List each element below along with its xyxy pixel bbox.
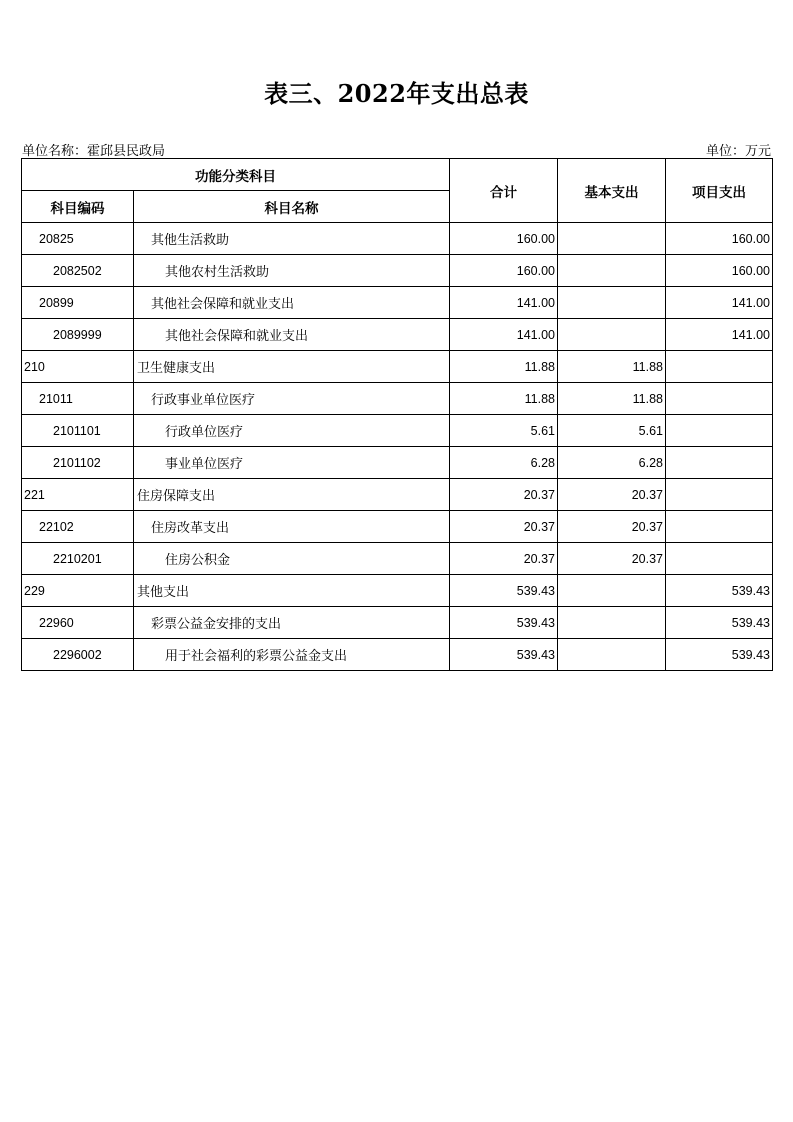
cell-code: 2101101: [22, 415, 134, 447]
cell-name: 事业单位医疗: [134, 447, 450, 479]
cell-total: 160.00: [450, 223, 558, 255]
cell-basic: [558, 319, 666, 351]
table-row: [22, 351, 773, 383]
cell-basic: 20.37: [558, 479, 666, 511]
cell-name: 住房公积金: [134, 543, 450, 575]
cell-total: 11.88: [450, 351, 558, 383]
cell-basic: 11.88: [558, 351, 666, 383]
cell-basic: 20.37: [558, 543, 666, 575]
header-basic: 基本支出: [558, 159, 666, 223]
cell-project: [666, 383, 773, 415]
cell-total: 141.00: [450, 319, 558, 351]
cell-code: 2089999: [22, 319, 134, 351]
cell-name: 彩票公益金安排的支出: [134, 607, 450, 639]
cell-code: 229: [22, 575, 134, 607]
table-body: [22, 223, 773, 671]
cell-name: 行政单位医疗: [134, 415, 450, 447]
cell-code: 22102: [22, 511, 134, 543]
cell-project: [666, 415, 773, 447]
table-row: [22, 479, 773, 511]
expenditure-table: [21, 158, 773, 671]
header-total: 合计: [450, 159, 558, 223]
cell-code: 210: [22, 351, 134, 383]
cell-total: 20.37: [450, 479, 558, 511]
cell-code: 20825: [22, 223, 134, 255]
cell-total: 20.37: [450, 543, 558, 575]
header-code: 科目编码: [22, 191, 134, 223]
table-row: [22, 255, 773, 287]
cell-basic: 11.88: [558, 383, 666, 415]
cell-code: 2101102: [22, 447, 134, 479]
cell-total: 539.43: [450, 639, 558, 671]
cell-total: 539.43: [450, 607, 558, 639]
unit-label: 单位：万元: [705, 144, 771, 159]
cell-name: 其他社会保障和就业支出: [134, 319, 450, 351]
cell-basic: 20.37: [558, 511, 666, 543]
cell-total: 11.88: [450, 383, 558, 415]
cell-code: 2296002: [22, 639, 134, 671]
unit-name: 单位名称：霍邱县民政局: [22, 144, 166, 159]
cell-project: 141.00: [666, 319, 773, 351]
cell-project: [666, 447, 773, 479]
table-row: [22, 319, 773, 351]
cell-name: 其他生活救助: [134, 223, 450, 255]
cell-total: 160.00: [450, 255, 558, 287]
header-project: 项目支出: [666, 159, 773, 223]
cell-code: 221: [22, 479, 134, 511]
cell-project: 160.00: [666, 223, 773, 255]
cell-project: 539.43: [666, 607, 773, 639]
table-row: [22, 607, 773, 639]
table-row: [22, 287, 773, 319]
cell-name: 卫生健康支出: [134, 351, 450, 383]
cell-project: [666, 479, 773, 511]
cell-total: 5.61: [450, 415, 558, 447]
cell-project: 539.43: [666, 639, 773, 671]
cell-project: 160.00: [666, 255, 773, 287]
cell-project: 141.00: [666, 287, 773, 319]
cell-basic: [558, 639, 666, 671]
cell-name: 用于社会福利的彩票公益金支出: [134, 639, 450, 671]
cell-code: 22960: [22, 607, 134, 639]
cell-code: 21011: [22, 383, 134, 415]
cell-basic: [558, 607, 666, 639]
table-row: [22, 223, 773, 255]
cell-basic: 6.28: [558, 447, 666, 479]
cell-project: [666, 543, 773, 575]
header-function-category: 功能分类科目: [22, 159, 450, 191]
cell-name: 其他农村生活救助: [134, 255, 450, 287]
cell-basic: [558, 223, 666, 255]
cell-name: 住房保障支出: [134, 479, 450, 511]
cell-total: 20.37: [450, 511, 558, 543]
table-row: [22, 415, 773, 447]
cell-name: 其他社会保障和就业支出: [134, 287, 450, 319]
table-row: [22, 383, 773, 415]
cell-total: 6.28: [450, 447, 558, 479]
page-title: 表三、2022年支出总表: [264, 79, 529, 108]
table-row: [22, 543, 773, 575]
cell-name: 其他支出: [134, 575, 450, 607]
table-row: [22, 511, 773, 543]
cell-total: 141.00: [450, 287, 558, 319]
cell-total: 539.43: [450, 575, 558, 607]
header-name: 科目名称: [134, 191, 450, 223]
cell-code: 20899: [22, 287, 134, 319]
cell-basic: [558, 575, 666, 607]
cell-basic: [558, 287, 666, 319]
table-row: [22, 447, 773, 479]
table-row: [22, 639, 773, 671]
cell-basic: [558, 255, 666, 287]
cell-code: 2210201: [22, 543, 134, 575]
cell-project: [666, 351, 773, 383]
cell-project: [666, 511, 773, 543]
cell-project: 539.43: [666, 575, 773, 607]
cell-code: 2082502: [22, 255, 134, 287]
cell-name: 行政事业单位医疗: [134, 383, 450, 415]
cell-basic: 5.61: [558, 415, 666, 447]
cell-name: 住房改革支出: [134, 511, 450, 543]
table-row: [22, 575, 773, 607]
